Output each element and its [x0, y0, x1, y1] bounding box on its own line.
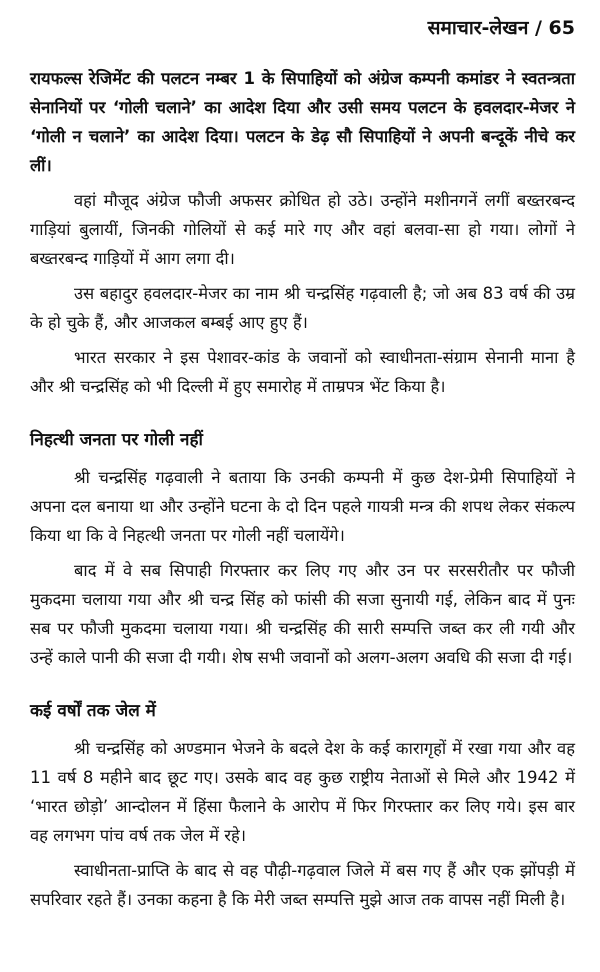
paragraph: श्री चन्द्रसिंह गढ़वाली ने बताया कि उनकी कम्पनी में कुछ देश-प्रेमी सिपाहियों ने अपना दल बनाया था और उन्होंने घटना के दो दिन पहले गायत्री मन्त्र की शपथ लेकर संकल्प किया था कि वे निहत्थी जनता पर गोली नहीं चलायेंगे। [30, 468, 575, 545]
paragraph: वहां मौजूद अंग्रेज फौजी अफसर क्रोधित हो उठे। उन्होंने मशीनगनें लगीं बख्तरबन्द गाड़ियां बुलायीं, जिनकी गोलियों से कई मारे गए और वहां बलवा-सा हो गया। लोगों ने बख्तरबन्द गाड़ियों में आग लगा दी। [30, 191, 575, 268]
section-heading: कई वर्षों तक जेल में [30, 701, 156, 721]
paragraph-intro: रायफल्स रेजिमेंट की पलटन नम्बर 1 के सिपाहियों को अंग्रेज कम्पनी कमांडर ने स्वतन्त्रता सेनानियों पर ‘गोली चलाने’ का आदेश दिया और उसी समय पलटन के हवलदार-मेजर ने ‘गोली न चलाने’ का आदेश दिया। पलटन के डेढ़ सौ सिपाहियों ने अपनी बन्दूकें नीचे कर लीं। [30, 69, 575, 175]
paragraph: उस बहादुर हवलदार-मेजर का नाम श्री चन्द्रसिंह गढ़वाली है; जो अब 83 वर्ष की उम्र के हो चुके हैं, और आजकल बम्बई आए हुए हैं। [30, 284, 575, 332]
book-page [30, 0, 575, 972]
section-heading: निहत्थी जनता पर गोली नहीं [30, 430, 203, 450]
paragraph: बाद में वे सब सिपाही गिरफ्तार कर लिए गए और उन पर सरसरीतौर पर फौजी मुकदमा चलाया गया और श्री चन्द्र सिंह को फांसी की सजा सुनायी गई, लेकिन बाद में पुनः सब पर फौजी मुकदमा चलाया गया। श्री चन्द्रसिंह की सारी सम्पत्ति जब्त कर ली गयी और उन्हें काले पानी की सजा दी गयी। शेष सभी जवानों को अलग-अलग अवधि की सजा दी गई। [30, 561, 575, 667]
running-head: समाचार-लेखन / 65 [427, 17, 575, 39]
body-text [30, 64, 575, 920]
paragraph: श्री चन्द्रसिंह को अण्डमान भेजने के बदले देश के कई कारागृहों में रखा गया और वह 11 वर्ष 8 महीने बाद छूट गए। उसके बाद वह कुछ राष्ट्रीय नेताओं से मिले और 1942 में ‘भारत छोड़ो’ आन्दोलन में हिंसा फैलाने के आरोप में फिर गिरफ्तार कर लिए गये। इस बार वह लगभग पांच वर्ष तक जेल में रहे। [30, 739, 575, 845]
paragraph: भारत सरकार ने इस पेशावर-कांड के जवानों को स्वाधीनता-संग्राम सेनानी माना है और श्री चन्द्रसिंह को भी दिल्ली में हुए समारोह में ताम्रपत्र भेंट किया है। [30, 348, 575, 396]
paragraph: स्वाधीनता-प्राप्ति के बाद से वह पौढ़ी-गढ़वाल जिले में बस गए हैं और एक झोंपड़ी में सपरिवार रहते हैं। उनका कहना है कि मेरी जब्त सम्पत्ति मुझे आज तक वापस नहीं मिली है। [30, 861, 575, 909]
